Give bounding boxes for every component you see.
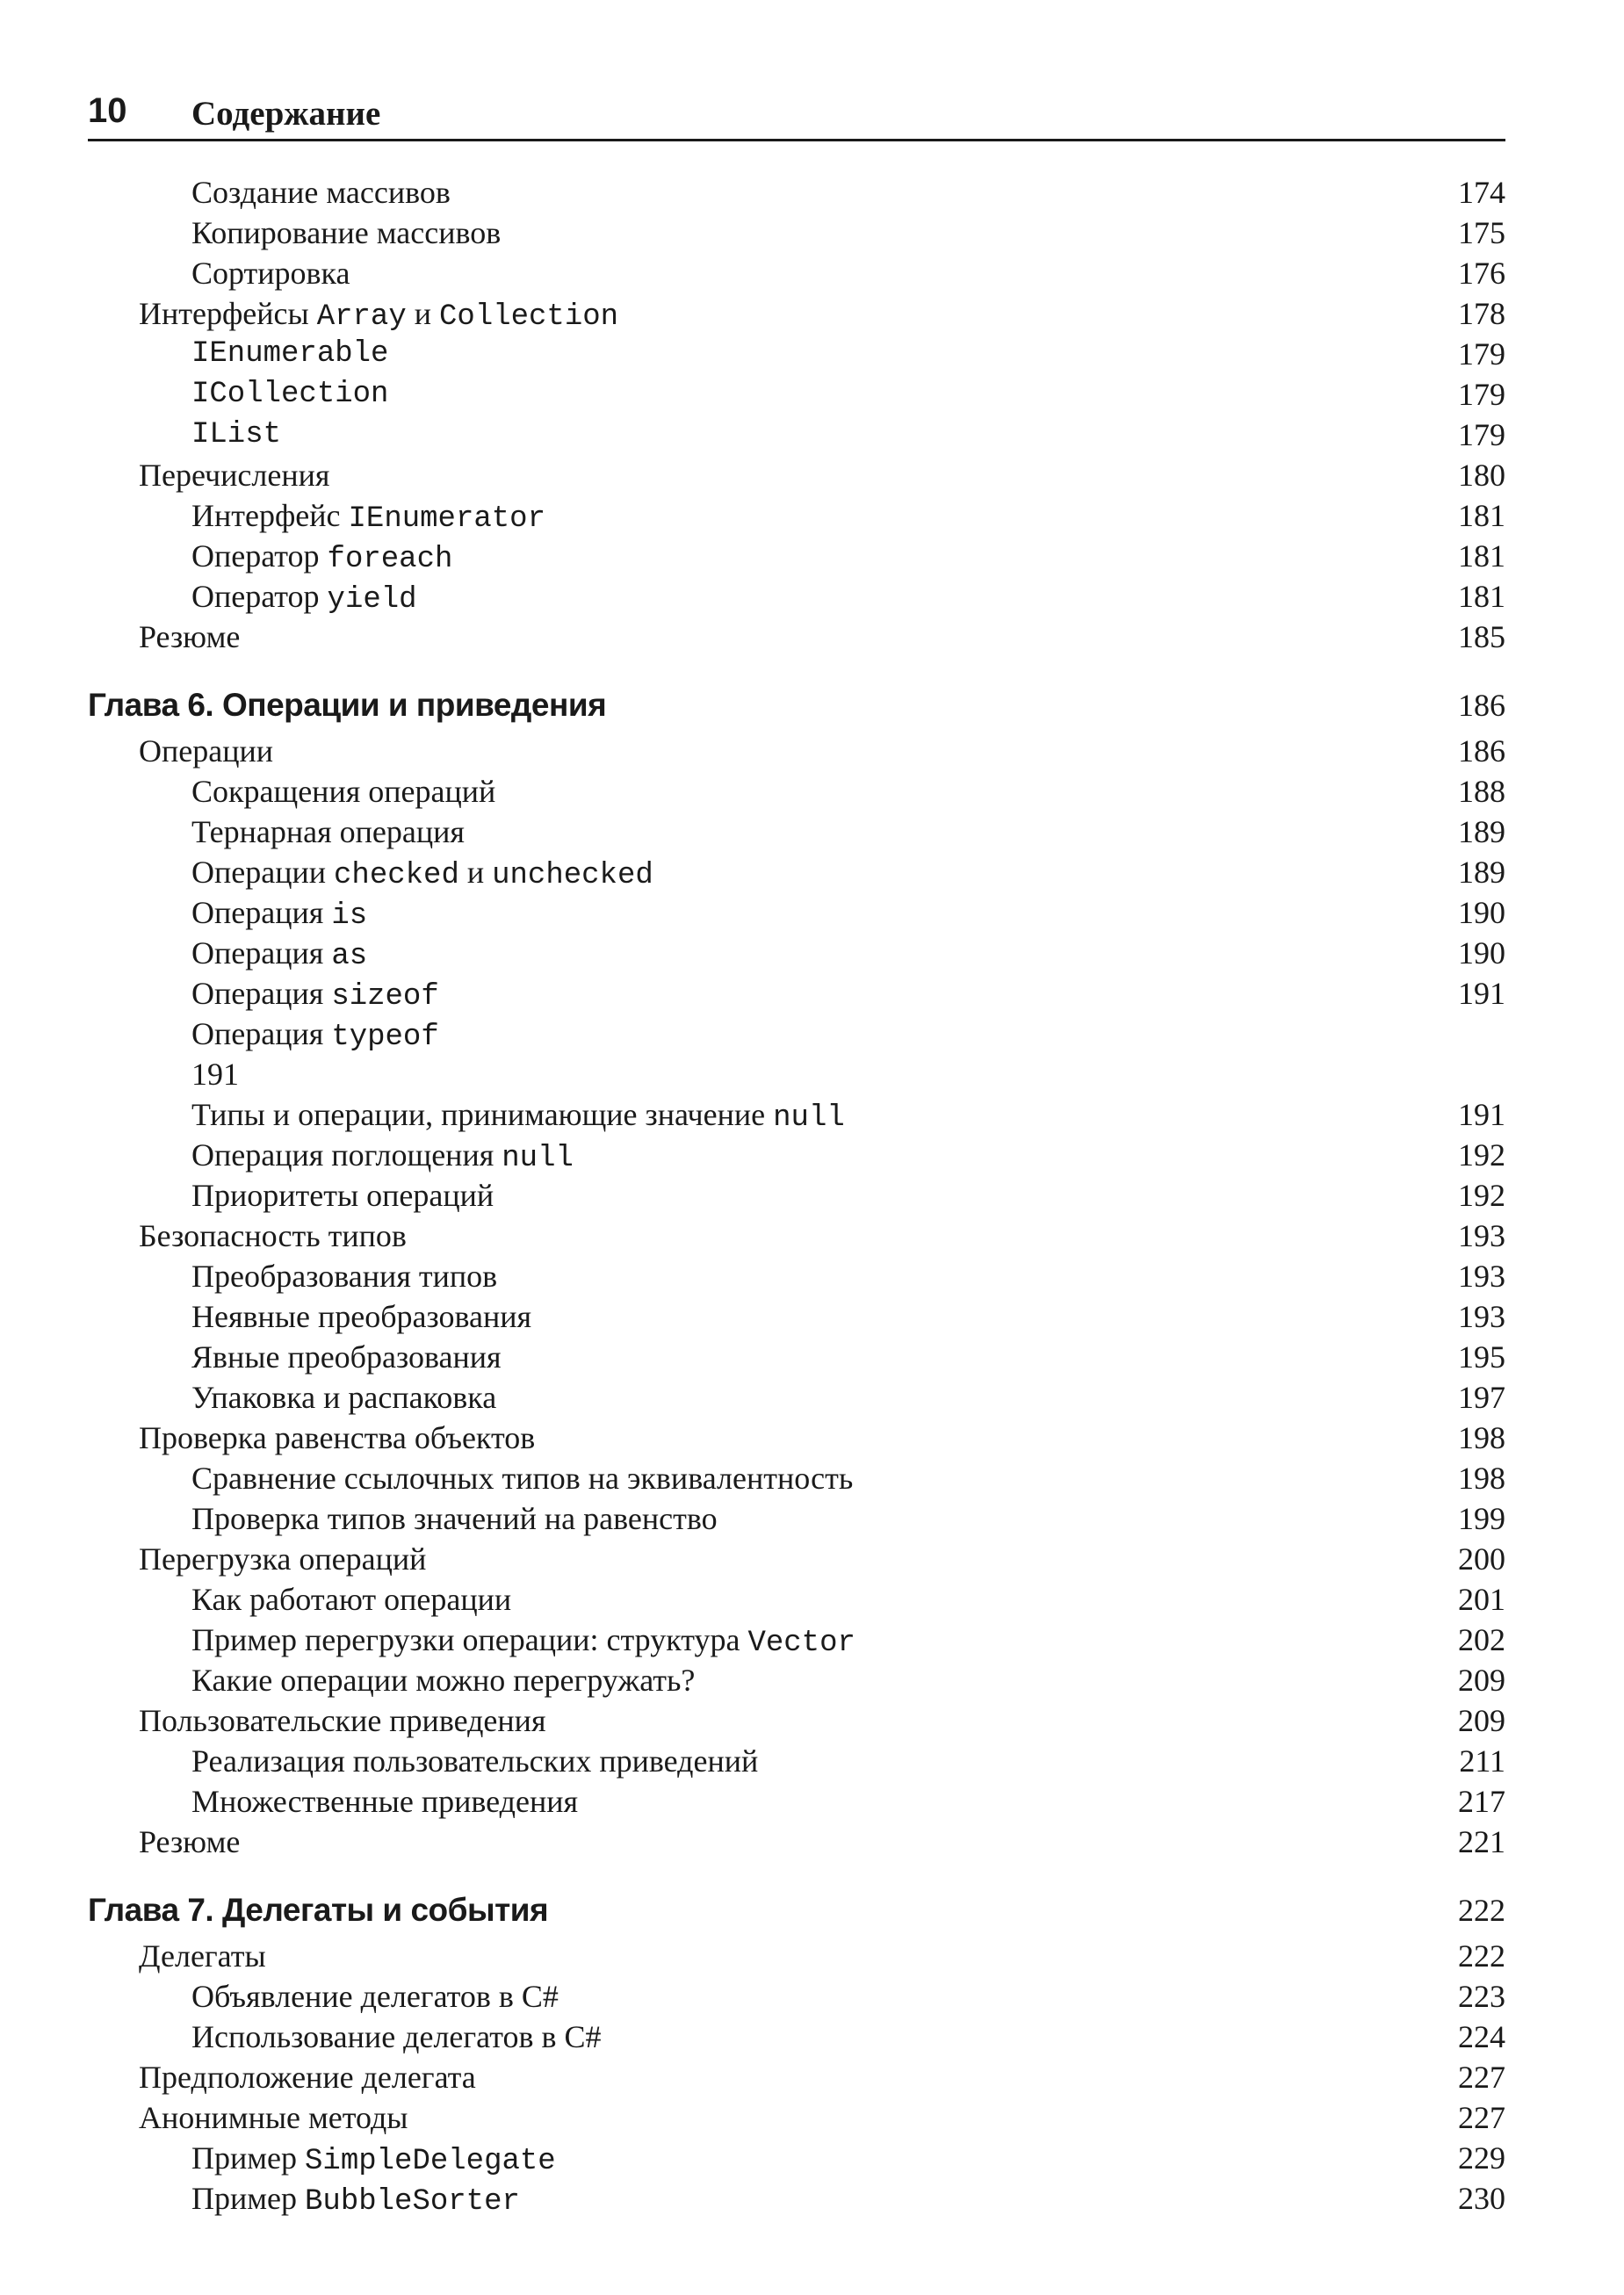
table-of-contents: [88, 172, 1505, 2219]
toc-entry: [88, 374, 1505, 415]
toc-page-number: 186: [1458, 688, 1505, 723]
toc-entry: Сравнение ссылочных типов на эквивалентность 198: [88, 1458, 1505, 1498]
toc-page-number: 211: [1459, 1743, 1505, 1779]
toc-page-number: 193: [1458, 1259, 1505, 1294]
header-rule: [88, 139, 1505, 141]
toc-page-number: 222: [1458, 1893, 1505, 1928]
code-term: IList: [191, 418, 282, 451]
toc-entry: Интерфейс IEnumerator 181: [88, 495, 1505, 536]
toc-entry: Оператор foreach 181: [88, 536, 1505, 576]
toc-entry: Какие операции можно перегружать? 209: [88, 1660, 1505, 1700]
toc-page-number: 229: [1458, 2140, 1505, 2176]
toc-entry: [88, 1054, 1505, 1094]
toc-page-number: 221: [1458, 1824, 1505, 1859]
toc-page-number: 181: [1458, 498, 1505, 533]
toc-entry: Операции checked и unchecked 189: [88, 852, 1505, 892]
toc-page-number: 185: [1458, 619, 1505, 654]
code-term: SimpleDelegate: [305, 2145, 556, 2178]
toc-page-number: 201: [1458, 1582, 1505, 1617]
toc-entry: Пример SimpleDelegate 229: [88, 2138, 1505, 2178]
toc-entry: Объявление делегатов в C# 223: [88, 1976, 1505, 2017]
toc-section: Анонимные методы 227: [88, 2097, 1505, 2138]
toc-entry: Сокращения операций 188: [88, 771, 1505, 812]
toc-entry: Приоритеты операций 192: [88, 1175, 1505, 1216]
toc-section: Перегрузка операций 200: [88, 1539, 1505, 1579]
toc-entry: Создание массивов 174: [88, 172, 1505, 213]
toc-page-number: 186: [1458, 733, 1505, 769]
toc-page-number: 197: [1458, 1380, 1505, 1415]
toc-entry: Явные преобразования 195: [88, 1337, 1505, 1377]
toc-page-number: 209: [1458, 1663, 1505, 1698]
code-term: IEnumerator: [348, 502, 545, 536]
toc-section: Резюме 221: [88, 1822, 1505, 1862]
toc-page-number: 193: [1458, 1299, 1505, 1334]
code-term: checked: [334, 859, 459, 892]
toc-section: Проверка равенства объектов 198: [88, 1418, 1505, 1458]
toc-stray-page-number: 191: [191, 1057, 239, 1092]
toc-page-number: 223: [1458, 1979, 1505, 2014]
code-term: sizeof: [331, 980, 439, 1014]
code-term: null: [502, 1142, 574, 1175]
toc-section: Интерфейсы Array и Collection 178: [88, 293, 1505, 334]
toc-page-number: 175: [1458, 215, 1505, 250]
toc-entry: Реализация пользовательских приведений 211: [88, 1741, 1505, 1781]
toc-page-number: 192: [1458, 1178, 1505, 1213]
toc-section: Делегаты 222: [88, 1936, 1505, 1976]
toc-page-number: 188: [1458, 774, 1505, 809]
page-title: Содержание: [191, 95, 381, 133]
toc-page-number: 198: [1458, 1420, 1505, 1455]
toc-page-number: 227: [1458, 2100, 1505, 2135]
code-term: BubbleSorter: [305, 2185, 520, 2219]
toc-page-number: 191: [1458, 1097, 1505, 1132]
toc-entry: Преобразования типов 193: [88, 1256, 1505, 1296]
toc-page-number: 198: [1458, 1461, 1505, 1496]
toc-page-number: 176: [1458, 256, 1505, 291]
toc-page-number: 209: [1458, 1703, 1505, 1738]
chapter-title: Глава 7. Делегаты и события: [88, 1892, 549, 1928]
book-page: [88, 86, 1505, 2219]
code-term: foreach: [327, 543, 453, 576]
toc-page-number: 180: [1458, 458, 1505, 493]
toc-chapter-6: [88, 680, 1505, 731]
toc-page-number: 189: [1458, 855, 1505, 890]
toc-entry: Оператор yield 181: [88, 576, 1505, 617]
toc-page-number: 202: [1458, 1622, 1505, 1657]
code-term: ICollection: [191, 378, 389, 411]
toc-page-number: 178: [1458, 296, 1505, 331]
code-term: is: [331, 899, 368, 933]
toc-entry: Использование делегатов в C# 224: [88, 2017, 1505, 2057]
toc-entry: Операция is 190: [88, 892, 1505, 933]
toc-page-number: 217: [1458, 1784, 1505, 1819]
toc-page-number: 189: [1458, 814, 1505, 849]
page-number: 10: [88, 91, 127, 130]
toc-entry: [88, 415, 1505, 455]
toc-page-number: 199: [1458, 1501, 1505, 1536]
code-term: Vector: [747, 1627, 855, 1660]
toc-entry: [88, 334, 1505, 374]
toc-page-number: 181: [1458, 579, 1505, 614]
toc-chapter-7: [88, 1885, 1505, 1936]
code-term: yield: [327, 583, 417, 617]
toc-entry: Как работают операции 201: [88, 1579, 1505, 1620]
toc-page-number: 230: [1458, 2181, 1505, 2216]
code-term: Array: [316, 300, 407, 334]
toc-entry: Пример BubbleSorter 230: [88, 2178, 1505, 2219]
toc-entry: Множественные приведения 217: [88, 1781, 1505, 1822]
code-term: null: [773, 1101, 845, 1135]
code-term: IEnumerable: [191, 337, 389, 371]
toc-page-number: 190: [1458, 895, 1505, 930]
toc-section: Резюме 185: [88, 617, 1505, 657]
page-header: [88, 86, 1505, 141]
code-term: as: [331, 940, 368, 973]
toc-entry: Сортировка 176: [88, 253, 1505, 293]
toc-page-number: 181: [1458, 538, 1505, 574]
toc-entry: Операция поглощения null 192: [88, 1135, 1505, 1175]
toc-page-number: 179: [1458, 377, 1505, 412]
toc-page-number: 174: [1458, 175, 1505, 210]
toc-page-number: 191: [1458, 976, 1505, 1011]
toc-page-number: 190: [1458, 935, 1505, 971]
toc-entry: Пример перегрузки операции: структура Vector 202: [88, 1620, 1505, 1660]
toc-section: Безопасность типов 193: [88, 1216, 1505, 1256]
code-term: unchecked: [492, 859, 653, 892]
code-term: Collection: [439, 300, 619, 334]
toc-entry: Операция typeof: [191, 1016, 439, 1054]
toc-page-number: 195: [1458, 1339, 1505, 1375]
toc-entry: Упаковка и распаковка 197: [88, 1377, 1505, 1418]
toc-section: Пользовательские приведения 209: [88, 1700, 1505, 1741]
toc-section: Перечисления 180: [88, 455, 1505, 495]
toc-page-number: 179: [1458, 417, 1505, 452]
toc-page-number: 224: [1458, 2019, 1505, 2054]
toc-page-number: 227: [1458, 2060, 1505, 2095]
toc-entry: Проверка типов значений на равенство 199: [88, 1498, 1505, 1539]
code-term: typeof: [331, 1021, 439, 1054]
chapter-title: Глава 6. Операции и приведения: [88, 687, 607, 723]
toc-entry: Операция sizeof 191: [88, 973, 1505, 1014]
toc-entry: Копирование массивов 175: [88, 213, 1505, 253]
toc-entry: Тернарная операция 189: [88, 812, 1505, 852]
toc-page-number: 193: [1458, 1218, 1505, 1253]
toc-section: Операции 186: [88, 731, 1505, 771]
toc-entry: Типы и операции, принимающие значение null 191: [88, 1094, 1505, 1135]
toc-page-number: 200: [1458, 1541, 1505, 1577]
toc-page-number: 179: [1458, 336, 1505, 372]
toc-page-number: 222: [1458, 1938, 1505, 1974]
toc-section: Предположение делегата 227: [88, 2057, 1505, 2097]
toc-page-number: 192: [1458, 1137, 1505, 1173]
toc-entry: Операция as 190: [88, 933, 1505, 973]
toc-entry: Неявные преобразования 193: [88, 1296, 1505, 1337]
